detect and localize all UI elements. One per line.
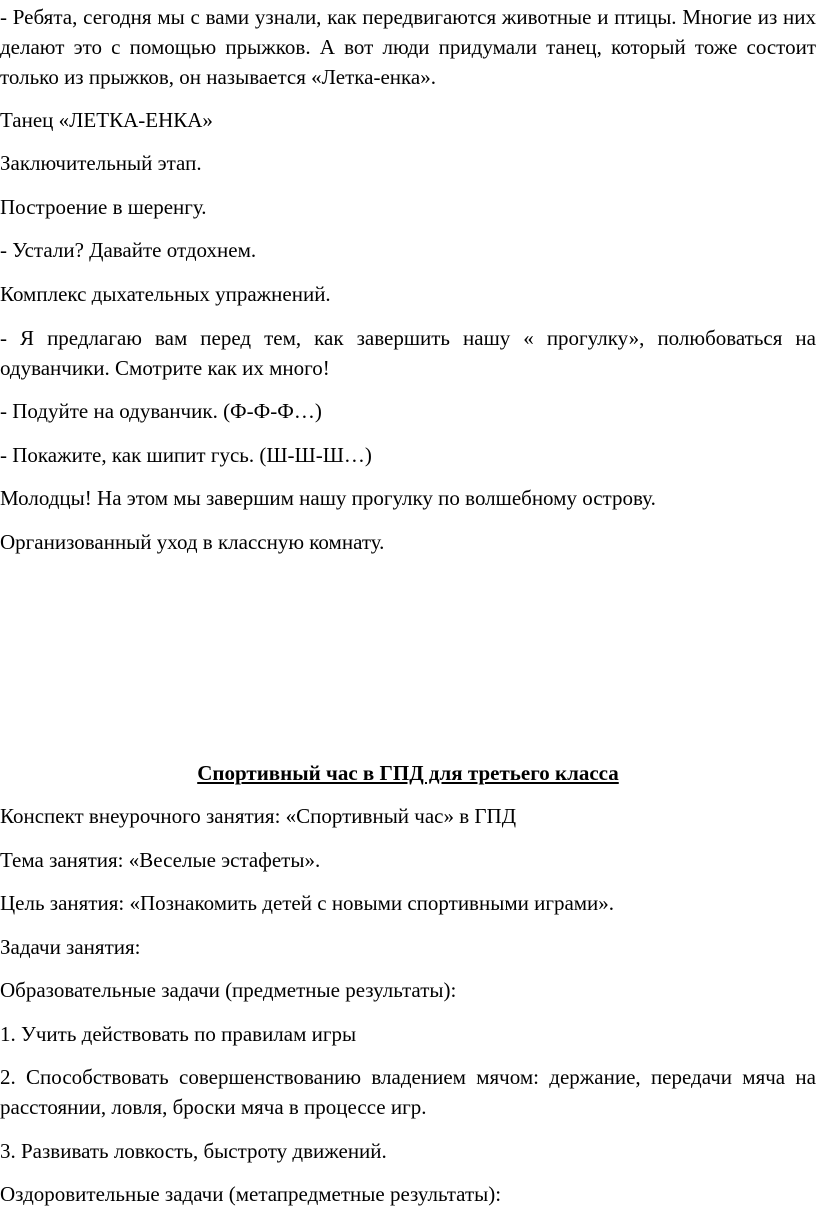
- blow-dandelion-line: - Подуйте на одуванчик. (Ф-Ф-Ф…): [0, 399, 322, 423]
- well-done-line: Молодцы! На этом мы завершим нашу прогулку по волшебному острову.: [0, 486, 656, 510]
- rest-line: - Устали? Давайте отдохнем.: [0, 238, 257, 262]
- task-1-line: 1. Учить действовать по правилам игры: [0, 1022, 357, 1046]
- breathing-exercises-line: Комплекс дыхательных упражнений.: [0, 282, 331, 306]
- final-stage-line: Заключительный этап.: [0, 151, 202, 175]
- section-title: Спортивный час в ГПД для третьего класса: [197, 761, 619, 785]
- task-2-paragraph: 2. Способствовать совершенствованию владением мячом: держание, передачи мяча на расстоянии, ловля, броски мяча в процессе игр.: [0, 1065, 816, 1119]
- task-3-line: 3. Развивать ловкость, быстроту движений.: [0, 1139, 387, 1163]
- dandelions-paragraph: - Я предлагаю вам перед тем, как завершить нашу « прогулку», полюбоваться на одуванчики. Смотрите как их много!: [0, 326, 816, 380]
- lesson-outline-line: Конспект внеурочного занятия: «Спортивный час» в ГПД: [0, 804, 517, 828]
- lesson-tasks-heading: Задачи занятия:: [0, 935, 141, 959]
- leave-line: Организованный уход в классную комнату.: [0, 530, 385, 554]
- lesson-topic-line: Тема занятия: «Веселые эстафеты».: [0, 848, 321, 872]
- intro-paragraph: - Ребята, сегодня мы с вами узнали, как передвигаются животные и птицы. Многие из них делают это с помощью прыжков. А вот люди придумали танец, который тоже состоит только из прыжков, он называется «Летка-енка».: [0, 5, 816, 89]
- lesson-goal-line: Цель занятия: «Познакомить детей с новыми спортивными играми».: [0, 891, 615, 915]
- goose-line: - Покажите, как шипит гусь. (Ш-Ш-Ш…): [0, 443, 372, 467]
- line-up-line: Построение в шеренгу.: [0, 195, 207, 219]
- dance-title-line: Танец «ЛЕТКА-ЕНКА»: [0, 108, 213, 132]
- health-tasks-line: Оздоровительные задачи (метапредметные результаты):: [0, 1182, 502, 1206]
- educational-tasks-line: Образовательные задачи (предметные результаты):: [0, 978, 457, 1002]
